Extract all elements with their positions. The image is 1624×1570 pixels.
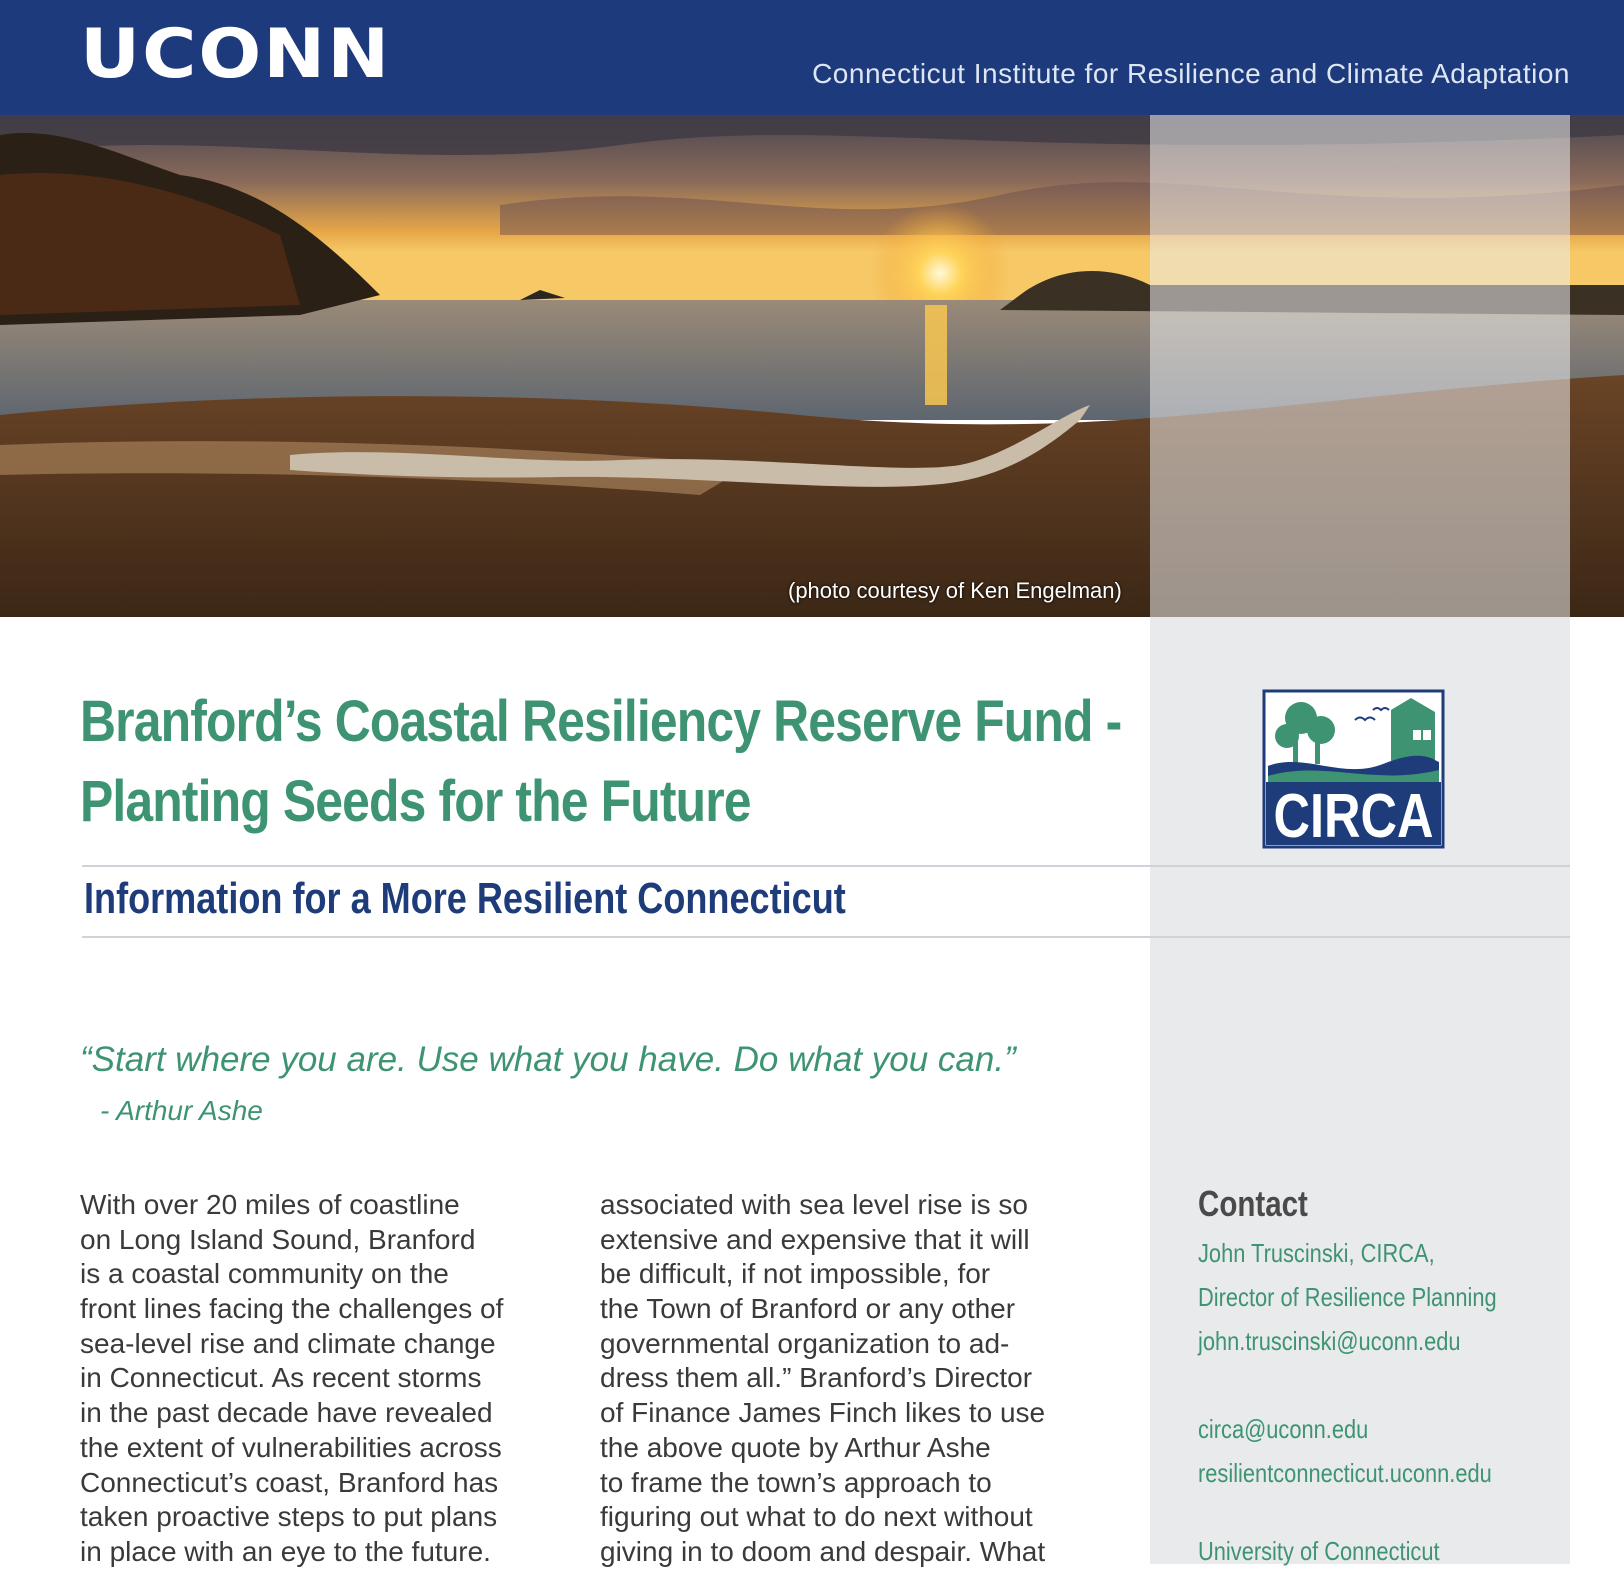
contact-email-link[interactable]: john.truscinski@uconn.edu <box>1198 1326 1461 1356</box>
body-line: in Connecticut. As recent storms <box>80 1362 482 1394</box>
body-line: to frame the town’s approach to <box>600 1466 992 1498</box>
body-line: dress them all.” Branford’s Director <box>600 1362 1033 1394</box>
body-line: in place with an eye to the future. <box>80 1535 491 1567</box>
website-link[interactable]: resilientconnecticut.uconn.edu <box>1198 1458 1492 1488</box>
contact-name: John Truscinski, CIRCA, <box>1198 1238 1435 1268</box>
circa-logo-text: CIRCA <box>1273 782 1434 851</box>
body-line: the above quote by Arthur Ashe <box>600 1431 991 1463</box>
header-bar <box>0 0 1624 115</box>
contact-role: Director of Resilience Planning <box>1198 1282 1497 1312</box>
circa-email-link[interactable]: circa@uconn.edu <box>1198 1414 1369 1444</box>
page-title-line-2: Planting Seeds for the Future <box>80 769 751 834</box>
quote-text: “Start where you are. Use what you have. Do what you can.” <box>80 1040 1016 1079</box>
body-line: extensive and expensive that it will <box>600 1223 1030 1255</box>
body-line: governmental organization to ad- <box>600 1327 1010 1359</box>
hero-sidebar-overlay <box>1150 115 1570 617</box>
body-line: giving in to doom and despair. What <box>600 1535 1046 1567</box>
body-line: the extent of vulnerabilities across <box>80 1431 502 1463</box>
body-line: front lines facing the challenges of <box>80 1293 504 1325</box>
photo-credit: (photo courtesy of Ken Engelman) <box>788 578 1122 603</box>
body-line: Connecticut’s coast, Branford has <box>80 1466 499 1498</box>
divider-top <box>82 865 1570 867</box>
institute-name: Connecticut Institute for Resilience and Climate Adaptation <box>812 58 1570 89</box>
subtitle: Information for a More Resilient Connecticut <box>84 874 846 923</box>
body-line: taken proactive steps to put plans <box>80 1501 498 1533</box>
body-column-1 <box>80 1188 503 1570</box>
contact-heading: Contact <box>1198 1183 1308 1224</box>
body-line: on Long Island Sound, Branford <box>80 1223 476 1255</box>
quote-author: - Arthur Ashe <box>100 1095 263 1126</box>
page-title <box>80 682 1122 842</box>
body-line: be difficult, if not impossible, for <box>600 1258 991 1290</box>
body-line: in the past decade have revealed <box>80 1397 493 1429</box>
body-line: figuring out what to do next without <box>600 1501 1033 1533</box>
body-line: With over 20 miles of coastline <box>80 1189 460 1220</box>
university-name: University of Connecticut <box>1198 1536 1440 1566</box>
body-line: of Finance James Finch likes to use <box>600 1397 1046 1429</box>
body-line: sea-level rise and climate change <box>80 1327 496 1359</box>
circa-logo <box>1263 690 1444 851</box>
body-column-2 <box>600 1188 1045 1570</box>
body-line: the Town of Branford or any other <box>600 1293 1016 1325</box>
body-line: is a coastal community on the <box>80 1258 449 1290</box>
body-line: associated with sea level rise is so <box>600 1189 1028 1220</box>
uconn-logo: UCONN <box>80 14 392 94</box>
page-title-line-1: Branford’s Coastal Resiliency Reserve Fund - <box>80 689 1122 754</box>
divider-bottom <box>82 936 1570 938</box>
